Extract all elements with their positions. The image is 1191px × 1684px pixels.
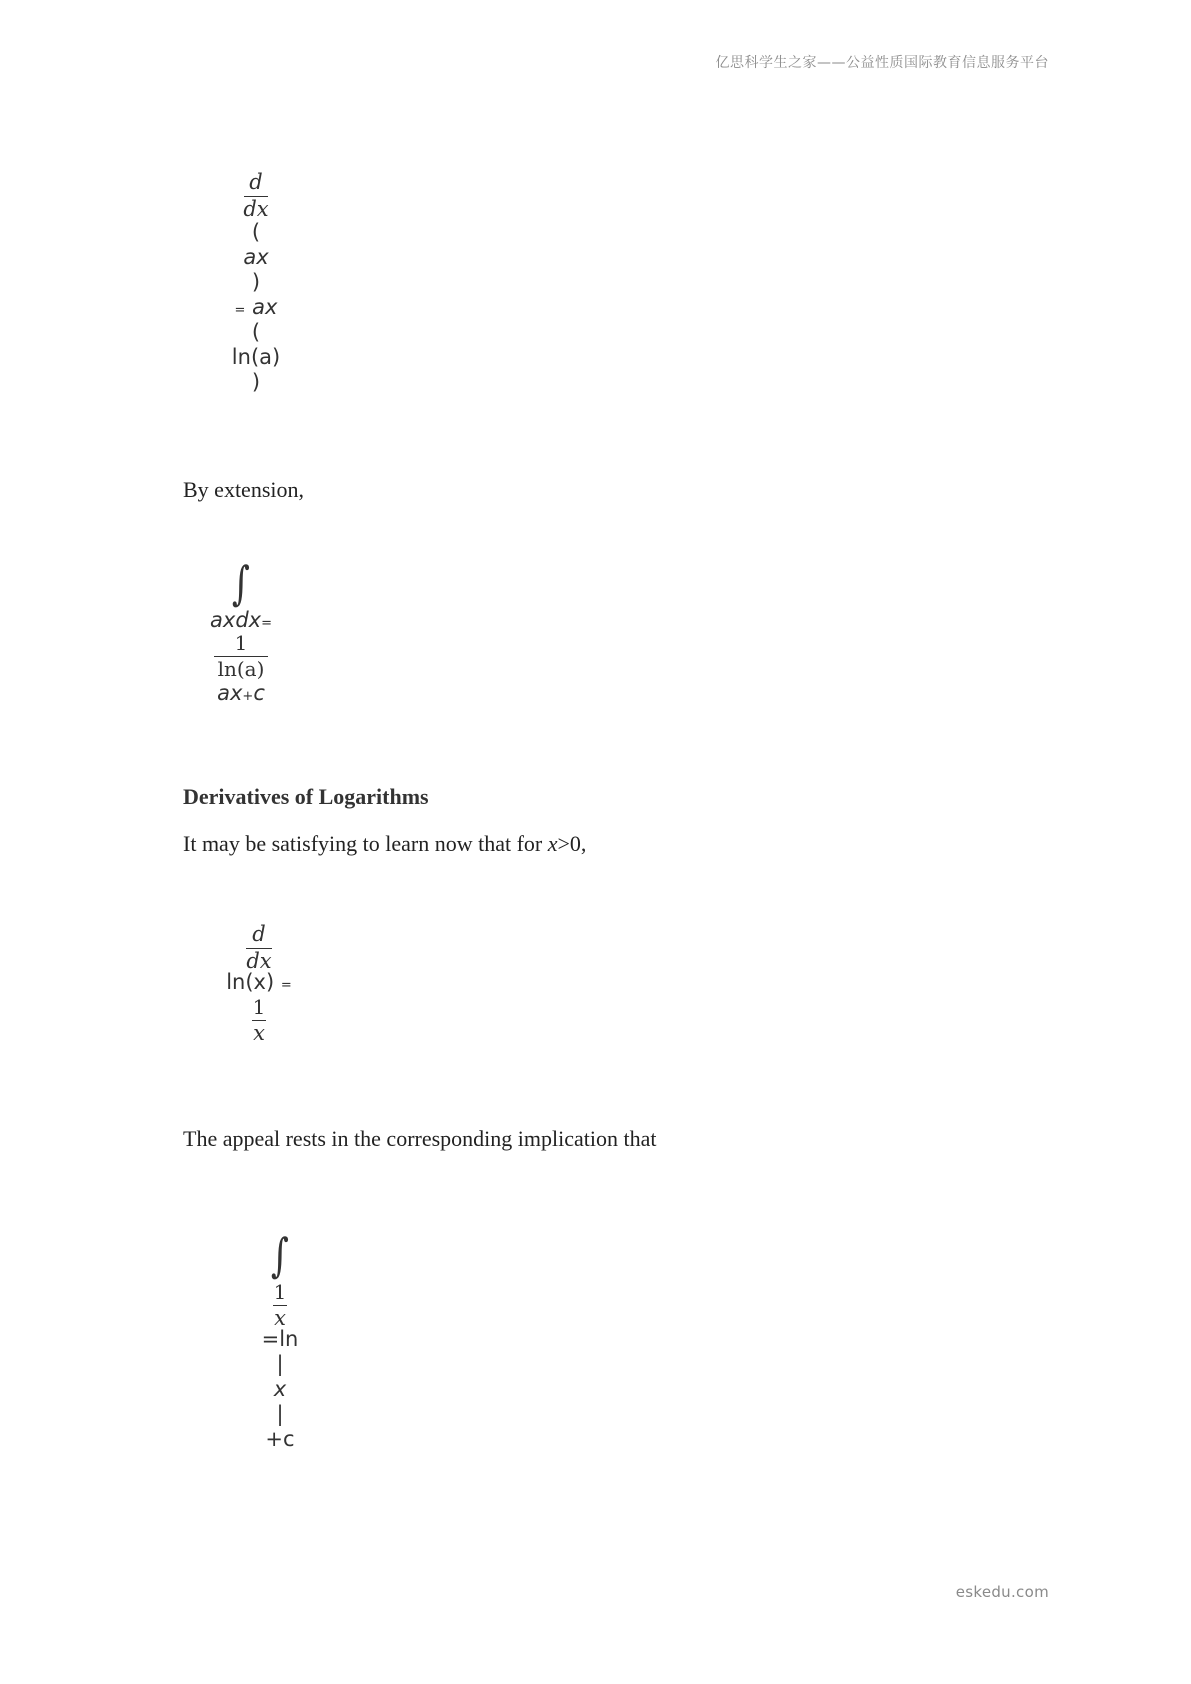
rhs-row	[217, 683, 265, 704]
equals-ax-row	[235, 297, 278, 318]
close-paren-2: )	[251, 370, 261, 394]
formula-derivative-exponential	[226, 172, 286, 393]
text-after: >0,	[557, 831, 587, 856]
formula-integral-one-over-x	[258, 1230, 302, 1450]
paragraph-satisfying	[183, 831, 586, 857]
frac-denominator: x	[274, 1306, 286, 1330]
fraction-d-dx	[246, 924, 272, 972]
frac-numerator: 1	[273, 1280, 287, 1304]
integral-sign: ∫	[271, 1228, 289, 1282]
open-paren-2: (	[251, 320, 261, 344]
term-ln-a: ln(a)	[231, 345, 281, 369]
term-ax-result: ax	[252, 295, 278, 319]
ln-x-row	[226, 972, 292, 993]
section-heading: Derivatives of Logarithms	[183, 784, 429, 809]
equals-sign: =	[280, 978, 292, 993]
paragraph-by-extension: By extension,	[183, 477, 304, 502]
open-paren: (	[251, 220, 261, 244]
fraction-one-over-x	[273, 1282, 287, 1329]
frac-denominator: dx	[246, 949, 272, 973]
equals-sign: =	[261, 616, 272, 631]
term-ax-result: ax	[217, 681, 243, 705]
fraction-d-dx	[243, 172, 268, 220]
abs-bar-left: |	[276, 1352, 284, 1376]
constant-c: c	[253, 681, 265, 705]
frac-numerator: d	[252, 922, 266, 946]
term-ax: ax	[243, 245, 269, 269]
fraction-one-over-ln-a	[214, 633, 268, 679]
paragraph-appeal: The appeal rests in the corresponding implication that	[183, 1126, 657, 1151]
term-ln-x: ln(x)	[226, 970, 275, 994]
frac-denominator: ln(a)	[217, 657, 265, 681]
formula-derivative-log	[222, 924, 296, 1044]
page-footer: eskedu.com	[955, 1583, 1049, 1601]
variable-x: x	[547, 831, 558, 856]
close-paren: )	[251, 270, 261, 294]
variable-x: x	[273, 1377, 287, 1401]
frac-numerator: 1	[252, 995, 266, 1019]
formula-integral-exponential	[206, 558, 276, 704]
plus-c: +c	[265, 1427, 295, 1451]
term-ax: ax	[210, 608, 236, 632]
frac-denominator: x	[253, 1021, 265, 1045]
integral-sign: ∫	[232, 556, 250, 610]
frac-numerator: d	[249, 170, 263, 194]
equals-ln: =ln	[261, 1327, 299, 1351]
page-header: 亿思科学生之家——公益性质国际教育信息服务平台	[715, 55, 1049, 71]
plus-sign: +	[242, 689, 254, 704]
abs-bar-right: |	[276, 1402, 284, 1426]
term-dx: dx	[235, 608, 262, 632]
equals-sign: =	[234, 303, 246, 318]
frac-denominator: dx	[243, 197, 269, 221]
fraction-one-over-x	[252, 997, 266, 1044]
integral-lhs-row	[210, 610, 272, 631]
frac-numerator: 1	[234, 631, 248, 655]
text-before: It may be satisfying to learn now that for	[183, 831, 548, 856]
